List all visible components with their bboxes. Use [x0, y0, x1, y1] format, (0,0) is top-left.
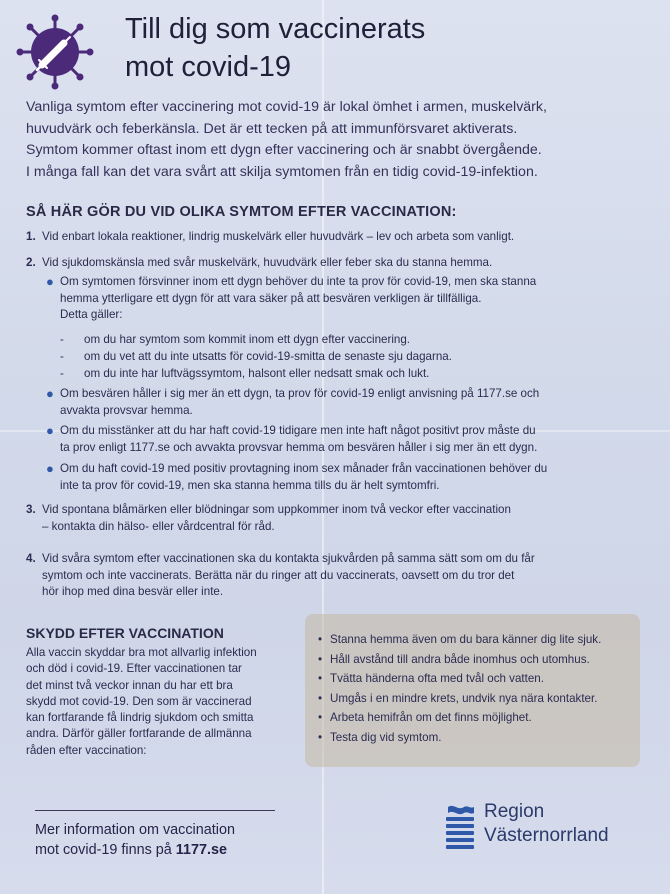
advice-item: • Stanna hemma även om du bara känner dig lite sjuk.	[318, 630, 638, 650]
dash-marker: -	[60, 350, 64, 363]
divider	[35, 810, 275, 811]
title-line-1: Till dig som vaccinerats	[125, 13, 426, 45]
intro-line: Vanliga symtom efter vaccinering mot covid-19 är lokal ömhet i armen, muskelvärk,	[26, 99, 547, 115]
dash-text: om du vet att du inte utsatts för covid-19-smitta de senaste sju dagarna.	[84, 350, 452, 363]
intro-line: I många fall kan det vara svårt att skilja symtomen från en tidig covid-19-infektion.	[26, 163, 538, 180]
advice-item: • Tvätta händerna ofta med tvål och vatten.	[318, 669, 638, 689]
bullet-dot-icon: ●	[46, 274, 54, 289]
title-line-2: mot covid-19	[125, 51, 292, 83]
more-info: Mer information om vaccination mot covid-19 finns på 1177.se	[35, 822, 235, 858]
intro-paragraph	[26, 97, 646, 183]
bullet-text: Om du haft covid-19 med positiv provtagning inom sex månader från vaccinationen behöver du inte ta prov för covid-19, men ska stanna hemma tills du är helt symtomfri.	[60, 462, 548, 492]
advice-item: • Håll avstånd till andra både inomhus och utomhus.	[318, 650, 638, 670]
item-text: Vid enbart lokala reaktioner, lindrig muskelvärk eller huvudvärk – lev och arbeta som vanligt.	[42, 230, 515, 243]
advice-item: • Arbeta hemifrån om det finns möjlighet.	[318, 708, 638, 728]
region-waves-icon	[444, 803, 476, 851]
bullet-text: Om du misstänker att du har haft covid-19 tidigare men inte haft något positivt prov måste du ta prov enligt 1177.se och avvakta provsvar hemma om besvären håller i sig mer än ett dygn.	[60, 424, 538, 454]
region-logo-text: Region Västernorrland	[484, 801, 609, 846]
advice-list	[318, 630, 638, 748]
info-link[interactable]: 1177.se	[175, 842, 228, 858]
bullet-text: Om besvären håller i sig mer än ett dygn, ta prov för covid-19 enligt anvisning på 1177.se och avvakta provsvar hemma.	[60, 387, 540, 417]
symptoms-heading: SÅ HÄR GÖR DU VID OLIKA SYMTOM EFTER VACCINATION:	[26, 204, 457, 220]
protection-paragraph: Alla vaccin skyddar bra mot allvarlig infektion och död i covid-19. Efter vaccinationen tar det minst två veckor innan du har ett bra skydd mot covid-19. Den som är vaccinerad kan fortfarande få lindrig sjukdom och smitta andra. Därför gäller fortfarande de allmänna råden efter vaccination:	[26, 646, 257, 757]
page-title	[125, 10, 425, 86]
item-number: 3.	[26, 503, 36, 516]
dash-marker: -	[60, 333, 64, 346]
virus-syringe-icon	[12, 14, 98, 90]
bullet-dot-icon: ●	[46, 386, 54, 401]
protection-heading: SKYDD EFTER VACCINATION	[26, 625, 224, 641]
item-number: 4.	[26, 552, 36, 565]
item-text: Vid svåra symtom efter vaccinationen ska du kontakta sjukvården på samma sätt som om du får symtom och inte vaccinerats. Berätta när du ringer att du vaccinerats, oavsett om du tror det hör ihop med dina besvär eller inte.	[42, 552, 535, 598]
item-number: 2.	[26, 256, 36, 269]
dash-text: om du inte har luftvägssymtom, halsont eller nedsatt smak och lukt.	[84, 367, 430, 380]
dash-text: om du har symtom som kommit inom ett dygn efter vaccinering.	[84, 333, 411, 346]
advice-item: • Testa dig vid symtom.	[318, 728, 638, 748]
item-text: Vid sjukdomskänsla med svår muskelvärk, huvudvärk eller feber ska du stanna hemma.	[42, 256, 493, 269]
bullet-dot-icon: ●	[46, 461, 54, 476]
bullet-text: Om symtomen försvinner inom ett dygn behöver du inte ta prov för covid-19, men ska stanna hemma ytterligare ett dygn för att vara säker på att besvären verkligen är tillfälliga. Detta gäller:	[60, 275, 537, 321]
intro-line: huvudvärk och feberkänsla. Det är ett tecken på att immunförsvaret aktiverats.	[26, 120, 518, 137]
item-number: 1.	[26, 230, 36, 243]
bullet-dot-icon: ●	[46, 423, 54, 438]
intro-line: Symtom kommer oftast inom ett dygn efter vaccinering och är snabbt övergående.	[26, 142, 542, 158]
dash-marker: -	[60, 367, 64, 380]
item-text: Vid spontana blåmärken eller blödningar som uppkommer inom två veckor efter vaccination – kontakta din hälso- eller vårdcentral för råd.	[42, 503, 511, 533]
advice-item: • Umgås i en mindre krets, undvik nya nära kontakter.	[318, 689, 638, 709]
